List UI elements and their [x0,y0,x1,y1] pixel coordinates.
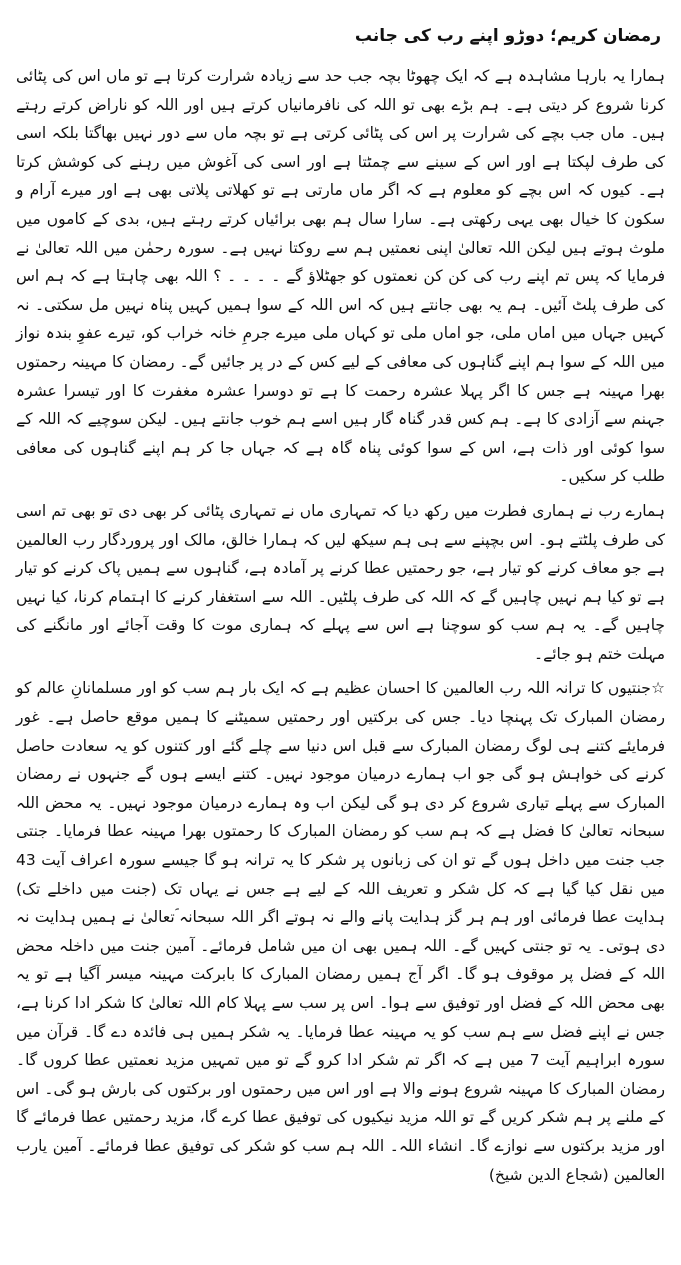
article-title: رمضان کریم؛ دوڑو اپنے رب کی جانب [354,26,661,46]
paragraph-third: ☆جنتیوں کا ترانہ اللہ رب العالمین کا احسان عظیم ہے کہ ایک بار ہم سب کو اور مسلمانانِ عالم کو رمضان المبارک تک پہنچا دیا۔ جس کی برکتیں اور رحمتیں سمیٹنے کا ہمیں موقع حاصل ہے۔ غور فرمایئے کتنے ہی لوگ رمضان المبارک سے قبل اس دنیا سے چلے گئے اور کتنوں کو یہ سعادت حاصل کرنے کی خواہش ہو گی جو اب ہمارے درمیان موجود نہیں۔ کتنے ایسے ہوں گے جنہوں نے رمضان المبارک سے پہلے تیاری شروع کر دی ہو گی لیکن اب وہ ہمارے درمیان موجود نہیں۔ یہ محض اللہ سبحانہ تعالیٰ کا فضل ہے کہ ہم سب کو رمضان المبارک کا رحمتوں بھرا مہینہ عطا فرمایا۔ جنتی جب جنت میں داخل ہوں گے تو ان کی زبانوں پر شکر کا یہ ترانہ ہو گا جیسے سورہ اعراف آیت 43 میں نقل کیا گیا ہے کہ کل شکر و تعریف اللہ کے لیے ہے جس نے یہاں تک (جنت میں داخلے تک) ہدایت عطا فرمائی اور ہم ہر گز ہدایت پانے والے نہ ہوتے اگر اللہ سبحانہ ؐتعالیٰ نے ہمیں ہدایت نہ دی ہوتی۔ یہ تو جنتی کہیں گے۔ اللہ ہمیں بھی ان میں شامل فرمائے۔ آمین جنت میں داخلہ محض اللہ کے فضل پر موقوف ہو گا۔ اگر آج ہمیں رمضان المبارک کا بابرکت مہینہ میسر آگیا ہے تو یہ بھی محض اللہ کے فضل اور توفیق سے ہوا۔ اس پر سب سے پہلا کام اللہ تعالیٰ کا شکر ادا کرنا ہے، جس نے اپنے فضل سے ہم سب کو یہ مہینہ عطا فرمایا۔ یہ شکر ہمیں ہی فائدہ دے گا۔ قرآن میں سورہ ابراہیم آیت 7 میں ہے کہ اگر تم شکر ادا کرو گے تو میں تمہیں مزید نعمتیں عطا کروں گا۔ رمضان المبارک کا مہینہ شروع ہونے والا ہے اور اس میں رحمتوں اور برکتوں کی بارش ہو گی۔ اس کے ملنے پر ہم شکر کریں گے تو اللہ مزید نیکیوں کی توفیق عطا کرے گا، مزید رحمتیں عطا فرمائے گا اور مزید برکتوں سے نوازے گا۔ انشاء اللہ۔ اللہ ہم سب کو شکر کی توفیق عطا فرمائے۔ آمین یارب العالمین (شجاع الدین شیخ) [16,679,665,1184]
paragraph-intro: ہمارا یہ بارہا مشاہدہ ہے کہ ایک چھوٹا بچہ جب حد سے زیادہ شرارت کرتا ہے تو ماں اس کی پٹائی کرنا شروع کر دیتی ہے۔ ہم بڑے بھی تو اللہ کی نافرمانیاں کرتے ہیں اور اللہ کو ناراض کرتے رہتے ہیں۔ ماں جب بچے کی شرارت پر اس کی پٹائی کرتی ہے تو بچہ ماں سے دور نہیں بھاگتا بلکہ اسی کی طرف لپکتا ہے اور اس کے سینے سے چمٹتا ہے اور اسی کی آغوش میں رہنے کی کوشش کرتا ہے۔ کیوں کہ اس بچے کو معلوم ہے کہ اگر ماں مارتی ہے تو کھلاتی پلاتی بھی ہے اور میرے آرام و سکون کا خیال بھی یہی رکھتی ہے۔ سارا سال ہم بھی برائیاں کرتے رہتے ہیں، بدی کے کاموں میں ملوث ہوتے ہیں لیکن اللہ تعالیٰ اپنی نعمتیں ہم سے روکتا نہیں ہے۔ سورہ رحمٰن میں اللہ تعالیٰ نے فرمایا کہ پس تم اپنے رب کی کن کن نعمتوں کو جھٹلاؤ گے ۔ ۔ ۔ ۔ ؟ اللہ بھی چاہتا ہے کہ ہم اس کی طرف پلٹ آئیں۔ ہم یہ بھی جانتے ہیں کہ اس اللہ کے سوا ہمیں کہیں پناہ نہیں مل سکتی۔ نہ کہیں جہاں میں اماں ملی، جو اماں ملی تو کہاں ملی میرے جرمِ خانہ خراب کو، تیرے عفوِ بندہ نواز میں اللہ کے سوا ہم اپنے گناہوں کی معافی کے لیے کس کے در پر جائیں گے۔ رمضان کا مہینہ رحمتوں بھرا مہینہ ہے جس کا اگر پہلا عشرہ رحمت کا ہے تو دوسرا عشرہ مغفرت کا اور تیسرا عشرہ جہنم سے آزادی کا ہے۔ ہم کس قدر گناہ گار ہیں اسے ہم خوب جانتے ہیں۔ لیکن سوچیے کہ اللہ کے سوا کوئی اور ذات ہے، اس کے سوا کوئی پناہ گاہ ہے کہ جہاں جا کر ہم اپنے گناہوں کی معافی طلب کر سکیں۔ [16,67,665,486]
paragraph-second: ہمارے رب نے ہماری فطرت میں رکھ دیا کہ تمہاری ماں نے تمہاری پٹائی کر بھی دی تو بھی تم اسی کی طرف پلٹتے ہو۔ اس بچپنے سے ہی ہم سیکھ لیں کہ ہمارا خالق، مالک اور پروردگار رب العالمین ہے جو معاف کرنے کو تیار ہے، جو رحمتیں عطا کرنے پر آمادہ ہے، گناہوں سے ہمیں پاک کرنے کو تیار ہے تو کیا ہم نہیں چاہیں گے کہ اللہ کی طرف پلٹیں۔ اللہ سے استغفار کرنے کا اہتمام کرنا، کیا نہیں چاہیں گے۔ یہ ہم سب کو سوچنا ہے اس سے پہلے کہ ہماری موت کا وقت آجائے اور مانگنے کی مہلت ختم ہو جائے۔ [16,501,665,663]
